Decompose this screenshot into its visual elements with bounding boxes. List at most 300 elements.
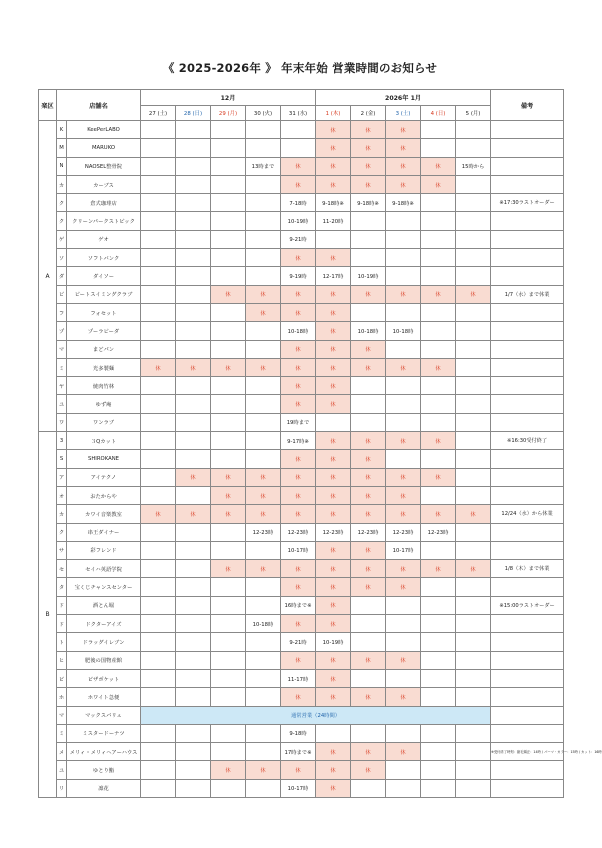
- closed-cell: 休: [316, 157, 351, 175]
- index-letter: ゲ: [57, 230, 67, 248]
- empty-cell: [176, 175, 211, 193]
- hours-cell: 9-18時※: [386, 194, 421, 212]
- hours-cell: 15時から: [456, 157, 491, 175]
- closed-cell: 休: [246, 285, 281, 303]
- empty-cell: [176, 212, 211, 230]
- empty-cell: [316, 413, 351, 431]
- store-name: 酒とん堀: [67, 596, 141, 614]
- store-row: [39, 121, 564, 139]
- empty-cell: [246, 779, 281, 797]
- empty-cell: [246, 249, 281, 267]
- empty-cell: [211, 157, 246, 175]
- index-letter: リ: [57, 779, 67, 797]
- empty-cell: [211, 322, 246, 340]
- empty-cell: [211, 139, 246, 157]
- empty-cell: [176, 413, 211, 431]
- closed-cell: 休: [316, 486, 351, 504]
- closed-cell: 休: [211, 761, 246, 779]
- index-letter: ビ: [57, 285, 67, 303]
- note-cell: [491, 541, 564, 559]
- empty-cell: [246, 541, 281, 559]
- store-row: [39, 267, 564, 285]
- hours-cell: 7-18時: [281, 194, 316, 212]
- store-name: NAOSEL整骨院: [67, 157, 141, 175]
- closed-cell: 休: [176, 505, 211, 523]
- empty-cell: [211, 432, 246, 450]
- store-row: [39, 358, 564, 376]
- closed-cell: 休: [246, 560, 281, 578]
- empty-cell: [456, 688, 491, 706]
- hours-cell: 12-17時: [316, 267, 351, 285]
- index-letter: ミ: [57, 358, 67, 376]
- hours-cell: 17時まで※: [281, 743, 316, 761]
- index-letter: プ: [57, 322, 67, 340]
- hours-cell: 12-23時: [421, 523, 456, 541]
- store-row: [39, 633, 564, 651]
- empty-cell: [176, 486, 211, 504]
- empty-cell: [176, 633, 211, 651]
- day-header: 29 (月): [211, 106, 246, 121]
- empty-cell: [141, 468, 176, 486]
- empty-cell: [351, 615, 386, 633]
- closed-cell: 休: [386, 432, 421, 450]
- store-name: MARUKO: [67, 139, 141, 157]
- empty-cell: [211, 340, 246, 358]
- index-letter: ク: [57, 523, 67, 541]
- store-name: マックスバリュ: [67, 706, 141, 724]
- empty-cell: [386, 249, 421, 267]
- closed-cell: 休: [386, 285, 421, 303]
- closed-cell: 休: [351, 560, 386, 578]
- day-header: 30 (火): [246, 106, 281, 121]
- note-cell: [491, 230, 564, 248]
- store-row: [39, 212, 564, 230]
- closed-cell: 休: [351, 285, 386, 303]
- store-name: カーブス: [67, 175, 141, 193]
- empty-cell: [211, 267, 246, 285]
- empty-cell: [456, 633, 491, 651]
- empty-cell: [176, 230, 211, 248]
- empty-cell: [141, 743, 176, 761]
- index-letter: サ: [57, 541, 67, 559]
- empty-cell: [176, 194, 211, 212]
- closed-cell: 休: [386, 651, 421, 669]
- day-header: 31 (水): [281, 106, 316, 121]
- closed-cell: 休: [211, 358, 246, 376]
- hours-cell: 13時まで: [246, 157, 281, 175]
- note-small: ※受付終了時刻：縮毛矯正：14時 / パーマ・カラー：15時 / カット：16時: [491, 743, 564, 761]
- note-cell: [491, 267, 564, 285]
- closed-cell: 休: [281, 688, 316, 706]
- empty-cell: [456, 413, 491, 431]
- note-cell: ※15:00ラストオーダー: [491, 596, 564, 614]
- empty-cell: [176, 541, 211, 559]
- empty-cell: [456, 230, 491, 248]
- empty-cell: [211, 688, 246, 706]
- day-header: 1 (木): [316, 106, 351, 121]
- note-cell: [491, 468, 564, 486]
- closed-cell: 休: [421, 468, 456, 486]
- closed-cell: 休: [386, 578, 421, 596]
- index-letter: マ: [57, 706, 67, 724]
- closed-cell: 休: [316, 303, 351, 321]
- empty-cell: [141, 450, 176, 468]
- empty-cell: [141, 578, 176, 596]
- index-letter: M: [57, 139, 67, 157]
- note-cell: [491, 322, 564, 340]
- empty-cell: [176, 578, 211, 596]
- closed-cell: 休: [316, 578, 351, 596]
- closed-cell: 休: [281, 761, 316, 779]
- note-cell: [491, 523, 564, 541]
- store-name: KeePerLABO: [67, 121, 141, 139]
- hours-cell: 11-20時: [316, 212, 351, 230]
- empty-cell: [211, 450, 246, 468]
- closed-cell: 休: [351, 121, 386, 139]
- hours-cell: 12-23時: [351, 523, 386, 541]
- closed-cell: 休: [316, 395, 351, 413]
- note-cell: ※16:30受付終了: [491, 432, 564, 450]
- index-letter: ク: [57, 194, 67, 212]
- store-row: [39, 560, 564, 578]
- empty-cell: [316, 230, 351, 248]
- empty-cell: [456, 779, 491, 797]
- empty-cell: [316, 724, 351, 742]
- empty-cell: [211, 413, 246, 431]
- hours-cell: 10-17時: [386, 541, 421, 559]
- empty-cell: [246, 432, 281, 450]
- closed-cell: 休: [421, 505, 456, 523]
- empty-cell: [141, 560, 176, 578]
- day-header: 5 (月): [456, 106, 491, 121]
- closed-cell: 休: [316, 340, 351, 358]
- empty-cell: [456, 596, 491, 614]
- store-row: [39, 523, 564, 541]
- empty-cell: [386, 340, 421, 358]
- hours-cell: 10-18時: [246, 615, 281, 633]
- empty-cell: [211, 194, 246, 212]
- empty-cell: [176, 779, 211, 797]
- store-name: フォセット: [67, 303, 141, 321]
- empty-cell: [386, 779, 421, 797]
- closed-cell: 休: [421, 157, 456, 175]
- empty-cell: [386, 230, 421, 248]
- note-cell: 1/7（水）まで休業: [491, 285, 564, 303]
- empty-cell: [176, 267, 211, 285]
- closed-cell: 休: [316, 761, 351, 779]
- empty-cell: [141, 249, 176, 267]
- empty-cell: [246, 450, 281, 468]
- store-name: 彩フレンド: [67, 541, 141, 559]
- empty-cell: [246, 267, 281, 285]
- empty-cell: [456, 761, 491, 779]
- closed-cell: 休: [386, 560, 421, 578]
- store-name: 光多製麺: [67, 358, 141, 376]
- closed-cell: 休: [281, 340, 316, 358]
- store-name: カワイ音楽教室: [67, 505, 141, 523]
- empty-cell: [456, 486, 491, 504]
- empty-cell: [176, 303, 211, 321]
- empty-cell: [211, 303, 246, 321]
- empty-cell: [141, 413, 176, 431]
- store-row: [39, 779, 564, 797]
- note-cell: [491, 486, 564, 504]
- index-letter: ヤ: [57, 377, 67, 395]
- store-row: [39, 175, 564, 193]
- empty-cell: [141, 194, 176, 212]
- schedule-table: [38, 89, 602, 798]
- empty-cell: [176, 743, 211, 761]
- empty-cell: [351, 633, 386, 651]
- closed-cell: 休: [316, 322, 351, 340]
- empty-cell: [456, 377, 491, 395]
- closed-cell: 休: [141, 358, 176, 376]
- store-name: ワンラブ: [67, 413, 141, 431]
- note-cell: [491, 340, 564, 358]
- empty-cell: [211, 212, 246, 230]
- store-row: [39, 377, 564, 395]
- closed-cell: 休: [351, 578, 386, 596]
- closed-cell: 休: [386, 505, 421, 523]
- area-header: 楽区: [39, 90, 57, 121]
- hours-cell: 10-19時: [281, 212, 316, 230]
- closed-cell: 休: [316, 285, 351, 303]
- empty-cell: [141, 615, 176, 633]
- closed-cell: 休: [421, 175, 456, 193]
- closed-cell: 休: [281, 578, 316, 596]
- empty-cell: [456, 194, 491, 212]
- empty-cell: [176, 615, 211, 633]
- empty-cell: [176, 669, 211, 687]
- empty-cell: [421, 541, 456, 559]
- closed-cell: 休: [211, 285, 246, 303]
- empty-cell: [211, 633, 246, 651]
- empty-cell: [246, 724, 281, 742]
- closed-cell: 休: [386, 139, 421, 157]
- closed-cell: 休: [316, 688, 351, 706]
- closed-cell: 休: [316, 377, 351, 395]
- store-row: [39, 724, 564, 742]
- empty-cell: [176, 761, 211, 779]
- empty-cell: [176, 249, 211, 267]
- note-cell: [491, 175, 564, 193]
- closed-cell: 休: [316, 139, 351, 157]
- empty-cell: [211, 121, 246, 139]
- empty-cell: [141, 139, 176, 157]
- empty-cell: [246, 340, 281, 358]
- day-header: 27 (土): [141, 106, 176, 121]
- store-row: [39, 395, 564, 413]
- empty-cell: [456, 651, 491, 669]
- hours-cell: 10-18時: [351, 322, 386, 340]
- empty-cell: [246, 578, 281, 596]
- empty-cell: [351, 779, 386, 797]
- empty-cell: [141, 377, 176, 395]
- closed-cell: 休: [281, 303, 316, 321]
- index-letter: ト: [57, 633, 67, 651]
- index-letter: マ: [57, 340, 67, 358]
- empty-cell: [246, 175, 281, 193]
- store-name: 凛花: [67, 779, 141, 797]
- hours-cell: 10-17時: [281, 541, 316, 559]
- empty-cell: [386, 724, 421, 742]
- empty-cell: [141, 669, 176, 687]
- closed-cell: 休: [281, 157, 316, 175]
- store-row: [39, 669, 564, 687]
- empty-cell: [351, 377, 386, 395]
- day-header: 3 (土): [386, 106, 421, 121]
- closed-cell: 休: [176, 358, 211, 376]
- index-letter: オ: [57, 486, 67, 504]
- index-letter: ヒ: [57, 651, 67, 669]
- store-row: [39, 761, 564, 779]
- empty-cell: [386, 615, 421, 633]
- closed-cell: 休: [351, 651, 386, 669]
- empty-cell: [141, 303, 176, 321]
- store-name: ビートスイミングクラブ: [67, 285, 141, 303]
- empty-cell: [246, 651, 281, 669]
- index-letter: ド: [57, 596, 67, 614]
- closed-cell: 休: [246, 486, 281, 504]
- empty-cell: [246, 743, 281, 761]
- closed-cell: 休: [386, 175, 421, 193]
- closed-cell: 休: [456, 285, 491, 303]
- closed-cell: 休: [386, 157, 421, 175]
- area-label: A: [39, 121, 57, 432]
- note-cell: [491, 761, 564, 779]
- index-letter: ソ: [57, 249, 67, 267]
- closed-cell: 休: [351, 175, 386, 193]
- index-letter: ホ: [57, 688, 67, 706]
- empty-cell: [176, 724, 211, 742]
- index-letter: ド: [57, 615, 67, 633]
- note-cell: [491, 249, 564, 267]
- empty-cell: [211, 230, 246, 248]
- closed-cell: 休: [316, 249, 351, 267]
- empty-cell: [386, 267, 421, 285]
- index-letter: ワ: [57, 413, 67, 431]
- empty-cell: [421, 230, 456, 248]
- index-letter: ユ: [57, 395, 67, 413]
- empty-cell: [211, 249, 246, 267]
- closed-cell: 休: [281, 175, 316, 193]
- empty-cell: [141, 633, 176, 651]
- empty-cell: [421, 743, 456, 761]
- store-row: [39, 596, 564, 614]
- closed-cell: 休: [316, 596, 351, 614]
- note-cell: [491, 578, 564, 596]
- store-row: [39, 432, 564, 450]
- empty-cell: [211, 523, 246, 541]
- store-row: [39, 541, 564, 559]
- hours-cell: 11-17時: [281, 669, 316, 687]
- empty-cell: [386, 413, 421, 431]
- closed-cell: 休: [316, 669, 351, 687]
- empty-cell: [141, 541, 176, 559]
- area-label: B: [39, 432, 57, 798]
- store-name: おたからや: [67, 486, 141, 504]
- empty-cell: [456, 724, 491, 742]
- empty-cell: [421, 688, 456, 706]
- index-letter: タ: [57, 578, 67, 596]
- closed-cell: 休: [281, 358, 316, 376]
- closed-cell: 休: [351, 541, 386, 559]
- store-row: [39, 139, 564, 157]
- index-letter: セ: [57, 560, 67, 578]
- store-name: ミスタードーナツ: [67, 724, 141, 742]
- empty-cell: [246, 230, 281, 248]
- empty-cell: [176, 157, 211, 175]
- empty-cell: [351, 303, 386, 321]
- empty-cell: [176, 432, 211, 450]
- note-cell: [491, 669, 564, 687]
- store-name: 串王ダイナー: [67, 523, 141, 541]
- closed-cell: 休: [281, 486, 316, 504]
- store-name: ゆとり鮨: [67, 761, 141, 779]
- note-cell: [491, 212, 564, 230]
- closed-cell: 休: [281, 468, 316, 486]
- closed-cell: 休: [316, 432, 351, 450]
- empty-cell: [141, 340, 176, 358]
- store-name: SHIROKANE: [67, 450, 141, 468]
- store-name: ゆず庵: [67, 395, 141, 413]
- empty-cell: [456, 669, 491, 687]
- empty-cell: [211, 578, 246, 596]
- empty-cell: [421, 194, 456, 212]
- index-letter: ク: [57, 212, 67, 230]
- empty-cell: [421, 724, 456, 742]
- empty-cell: [456, 450, 491, 468]
- store-header: 店舗名: [57, 90, 141, 121]
- empty-cell: [176, 688, 211, 706]
- empty-cell: [211, 395, 246, 413]
- empty-cell: [421, 596, 456, 614]
- closed-cell: 休: [281, 249, 316, 267]
- closed-cell: 休: [351, 486, 386, 504]
- closed-cell: 休: [351, 450, 386, 468]
- empty-cell: [176, 139, 211, 157]
- closed-cell: 休: [281, 651, 316, 669]
- store-name: アイテクノ: [67, 468, 141, 486]
- empty-cell: [351, 413, 386, 431]
- empty-cell: [421, 303, 456, 321]
- store-row: [39, 249, 564, 267]
- empty-cell: [421, 761, 456, 779]
- empty-cell: [176, 377, 211, 395]
- empty-cell: [386, 450, 421, 468]
- empty-cell: [456, 303, 491, 321]
- empty-cell: [456, 322, 491, 340]
- empty-cell: [386, 761, 421, 779]
- closed-cell: 休: [421, 560, 456, 578]
- empty-cell: [351, 669, 386, 687]
- empty-cell: [456, 468, 491, 486]
- hours-cell: 10-18時: [386, 322, 421, 340]
- closed-cell: 休: [211, 486, 246, 504]
- empty-cell: [141, 651, 176, 669]
- closed-cell: 休: [386, 358, 421, 376]
- note-cell: [491, 377, 564, 395]
- empty-cell: [211, 651, 246, 669]
- note-cell: [491, 688, 564, 706]
- closed-cell: 休: [246, 358, 281, 376]
- empty-cell: [421, 249, 456, 267]
- hours-cell: 9-17時※: [281, 432, 316, 450]
- closed-cell: 休: [351, 157, 386, 175]
- index-letter: ピ: [57, 669, 67, 687]
- empty-cell: [211, 541, 246, 559]
- store-name: ３Qカット: [67, 432, 141, 450]
